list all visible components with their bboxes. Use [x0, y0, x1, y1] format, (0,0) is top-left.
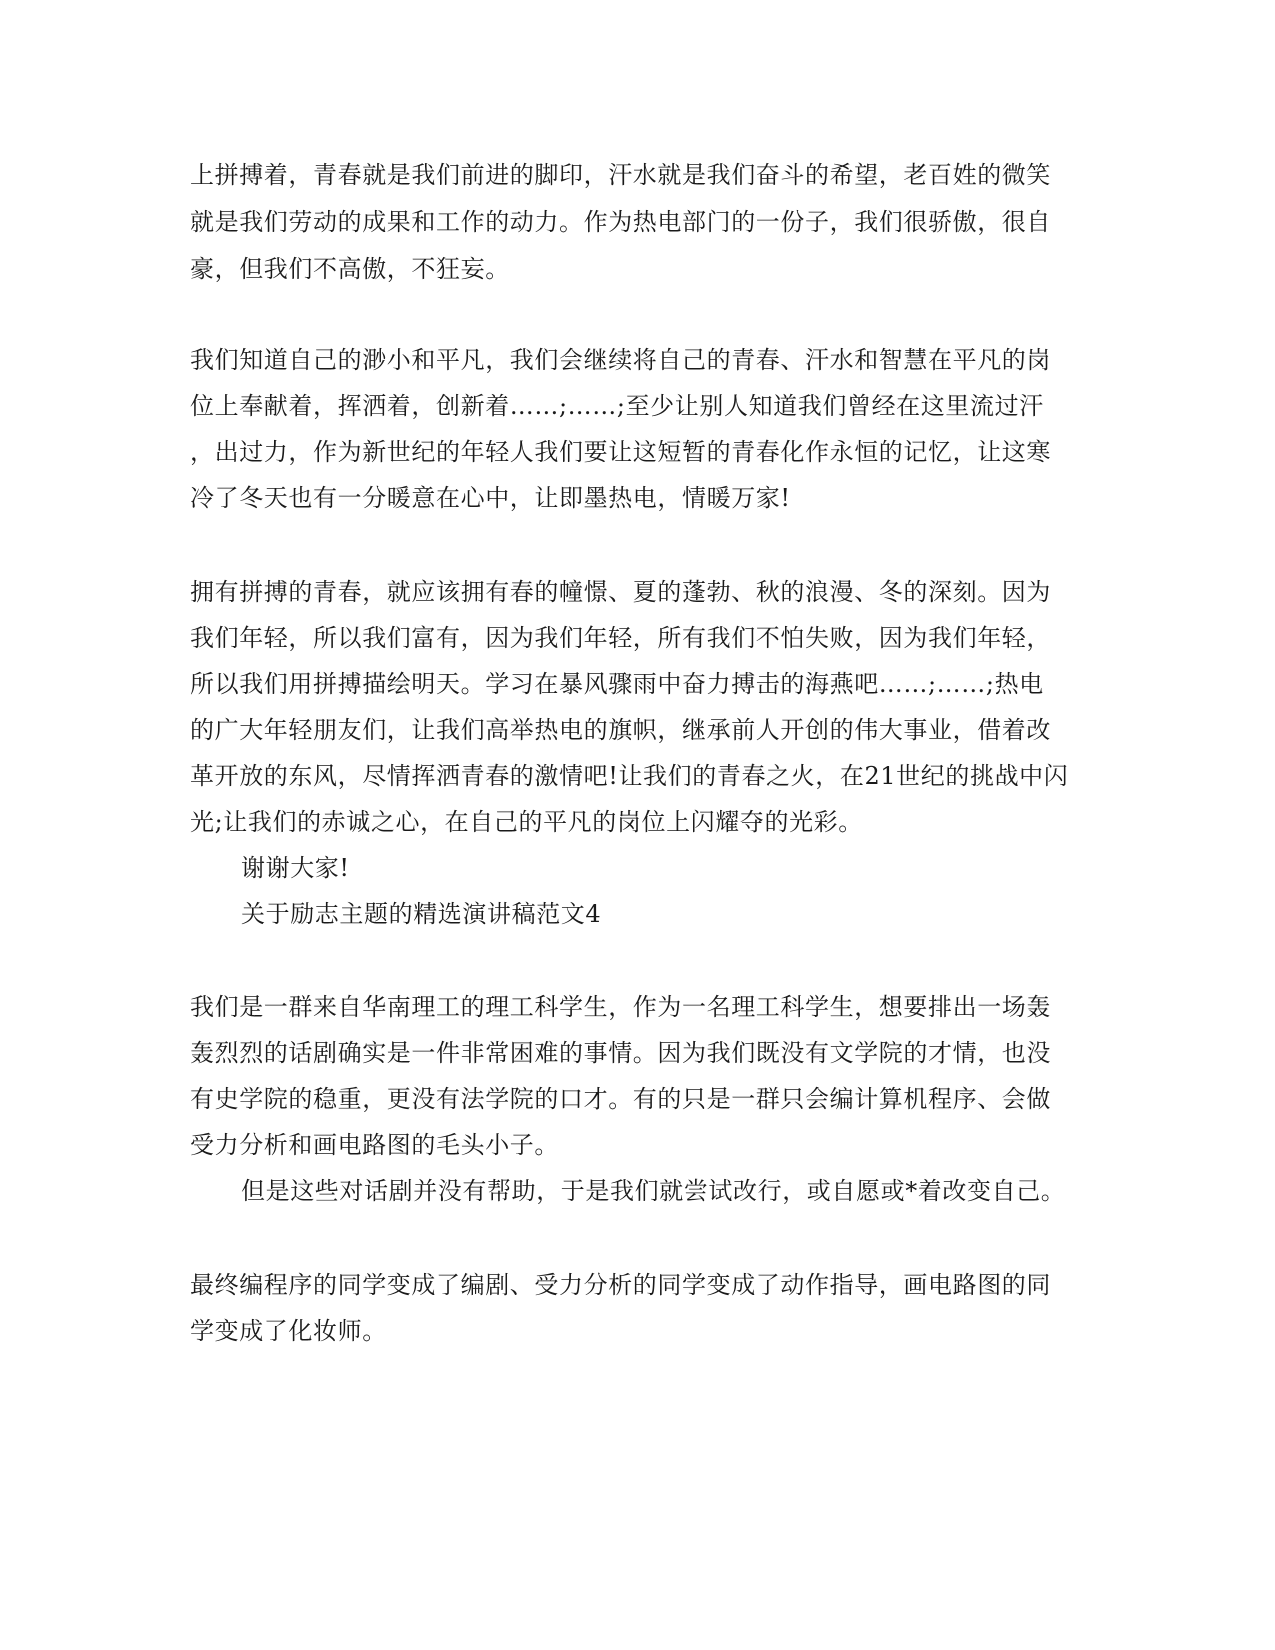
text-line: 轰烈烈的话剧确实是一件非常困难的事情。因为我们既没有文学院的才情，也没	[190, 1039, 1051, 1067]
text-line: 最终编程序的同学变成了编剧、受力分析的同学变成了动作指导，画电路图的同	[190, 1271, 1051, 1299]
text-line: 革开放的东风，尽情挥洒青春的激情吧!让我们的青春之火，在21世纪的挑战中闪	[190, 762, 1069, 790]
text-line: 冷了冬天也有一分暖意在心中，让即墨热电，情暖万家!	[190, 484, 791, 512]
text-line: 拥有拼搏的青春，就应该拥有春的幢憬、夏的蓬勃、秋的浪漫、冬的深刻。因为	[190, 578, 1051, 606]
text-line: 上拼搏着，青春就是我们前进的脚印，汗水就是我们奋斗的希望，老百姓的微笑	[190, 161, 1051, 189]
text-line: 我们是一群来自华南理工的理工科学生，作为一名理工科学生，想要排出一场轰	[190, 993, 1051, 1021]
section-heading: 关于励志主题的精选演讲稿范文4	[241, 900, 602, 928]
closing-line: 谢谢大家!	[241, 854, 350, 882]
text-line: ，出过力，作为新世纪的年轻人我们要让这短暂的青春化作永恒的记忆，让这寒	[190, 438, 1051, 466]
text-line: 但是这些对话剧并没有帮助，于是我们就尝试改行，或自愿或*着改变自己。	[241, 1177, 1066, 1205]
text-line: 豪，但我们不高傲，不狂妄。	[190, 255, 510, 283]
text-line: 就是我们劳动的成果和工作的动力。作为热电部门的一份子，我们很骄傲，很自	[190, 208, 1051, 236]
text-line: 光;让我们的赤诚之心，在自己的平凡的岗位上闪耀夺的光彩。	[190, 808, 863, 836]
text-line: 有史学院的稳重，更没有法学院的口才。有的只是一群只会编计算机程序、会做	[190, 1085, 1051, 1113]
text-line: 我们年轻，所以我们富有，因为我们年轻，所有我们不怕失败，因为我们年轻，	[190, 624, 1051, 652]
text-line: 学变成了化妆师。	[190, 1317, 387, 1345]
text-line: 我们知道自己的渺小和平凡，我们会继续将自己的青春、汗水和智慧在平凡的岗	[190, 346, 1051, 374]
text-line: 所以我们用拼搏描绘明天。学习在暴风骤雨中奋力搏击的海燕吧……;……;热电	[190, 670, 1044, 698]
text-line: 的广大年轻朋友们，让我们高举热电的旗帜，继承前人开创的伟大事业，借着改	[190, 716, 1051, 744]
text-line: 位上奉献着，挥洒着，创新着……;……;至少让别人知道我们曾经在这里流过汗	[190, 392, 1044, 420]
text-line: 受力分析和画电路图的毛头小子。	[190, 1131, 559, 1159]
